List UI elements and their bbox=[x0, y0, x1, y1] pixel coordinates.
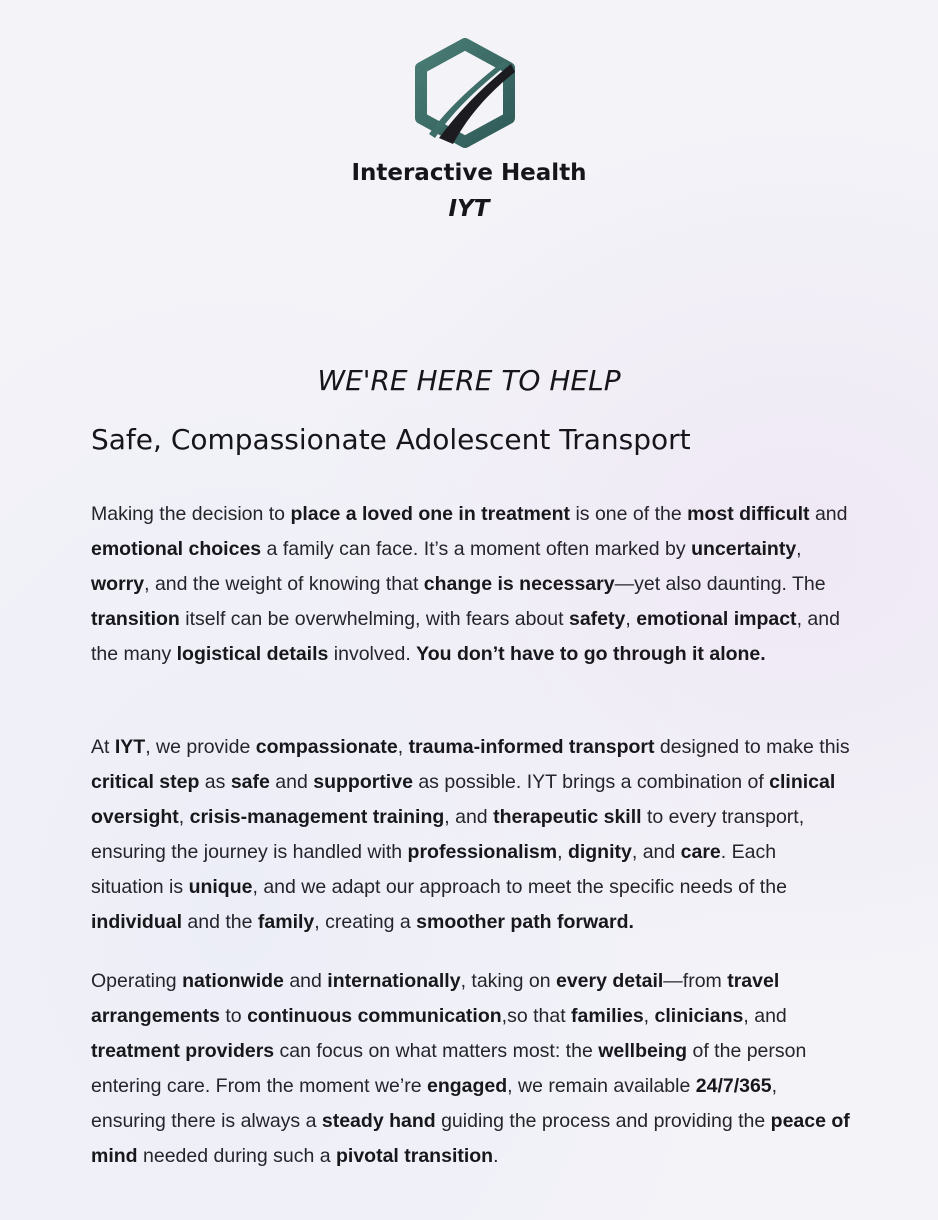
emphasis-text: family bbox=[257, 911, 315, 933]
intro-paragraph bbox=[91, 497, 851, 672]
body-text: , and the many bbox=[91, 608, 840, 665]
body-text: , and bbox=[743, 1005, 787, 1027]
body-text: to every transport, ensuring the journey is handled with bbox=[91, 806, 805, 863]
paragraph-text bbox=[91, 497, 851, 672]
body-text: . bbox=[493, 1145, 499, 1167]
body-text: , and the weight of knowing that bbox=[144, 573, 424, 595]
body-text: , bbox=[557, 841, 568, 863]
body-text: , bbox=[643, 1005, 655, 1027]
emphasis-text: IYT bbox=[114, 736, 146, 758]
body-text: , bbox=[625, 608, 637, 630]
emphasis-text: peace of mind bbox=[91, 1110, 850, 1167]
emphasis-text: emotional choices bbox=[91, 538, 262, 560]
brand-name: Interactive Health bbox=[351, 160, 587, 186]
body-text: , and bbox=[444, 806, 494, 828]
body-text: ,so that bbox=[501, 1005, 572, 1027]
body-text: Making the decision to bbox=[91, 503, 291, 525]
body-text: is one of the bbox=[570, 503, 688, 525]
emphasis-text: dignity bbox=[567, 841, 632, 863]
body-text: , taking on bbox=[460, 970, 556, 992]
emphasis-text: critical step bbox=[91, 771, 200, 793]
emphasis-text: treatment providers bbox=[91, 1040, 275, 1062]
iyt-logo-icon bbox=[413, 38, 517, 150]
body-text: involved. bbox=[328, 643, 417, 665]
body-text: , bbox=[397, 736, 409, 758]
body-text: . Each situation is bbox=[91, 841, 777, 898]
body-text: and the bbox=[182, 911, 258, 933]
page-title: Safe, Compassionate Adolescent Transport bbox=[91, 423, 691, 456]
body-text: , bbox=[796, 538, 802, 560]
emphasis-text: emotional impact bbox=[636, 608, 797, 630]
body-text: , and we adapt our approach to meet the specific needs of the bbox=[252, 876, 787, 898]
body-text: a family can face. It’s a moment often marked by bbox=[261, 538, 692, 560]
emphasis-text: families bbox=[571, 1005, 644, 1027]
emphasis-text: internationally bbox=[327, 970, 461, 992]
body-text: , we provide bbox=[145, 736, 256, 758]
emphasis-text: nationwide bbox=[182, 970, 284, 992]
body-text: needed during such a bbox=[137, 1145, 336, 1167]
body-text: itself can be overwhelming, with fears about bbox=[179, 608, 569, 630]
emphasis-text: steady hand bbox=[321, 1110, 436, 1132]
body-text: of the person entering care. From the moment we’re bbox=[91, 1040, 807, 1097]
emphasis-text: pivotal transition bbox=[336, 1145, 494, 1167]
brand-subtitle: IYT bbox=[448, 196, 490, 222]
body-text: and bbox=[269, 771, 314, 793]
page-kicker: WE'RE HERE TO HELP bbox=[317, 364, 621, 397]
emphasis-text: safety bbox=[568, 608, 626, 630]
body-text: —from bbox=[663, 970, 728, 992]
emphasis-text: professionalism bbox=[407, 841, 558, 863]
body-text: can focus on what matters most: the bbox=[274, 1040, 599, 1062]
body-text: , creating a bbox=[314, 911, 417, 933]
emphasis-text: supportive bbox=[313, 771, 413, 793]
emphasis-text: logistical details bbox=[176, 643, 329, 665]
emphasis-text: trauma-informed transport bbox=[408, 736, 655, 758]
body-text: designed to make this bbox=[654, 736, 850, 758]
emphasis-text: smoother path forward. bbox=[416, 911, 634, 933]
body-text: Operating bbox=[91, 970, 183, 992]
body-text: as bbox=[199, 771, 231, 793]
body-text: , and bbox=[631, 841, 681, 863]
emphasis-text: clinical oversight bbox=[91, 771, 836, 828]
emphasis-text: travel arrangements bbox=[91, 970, 780, 1027]
emphasis-text: uncertainty bbox=[691, 538, 797, 560]
body-text: , bbox=[178, 806, 190, 828]
emphasis-text: therapeutic skill bbox=[493, 806, 642, 828]
body-text: —yet also daunting. The bbox=[614, 573, 826, 595]
emphasis-text: compassionate bbox=[255, 736, 398, 758]
emphasis-text: transition bbox=[91, 608, 180, 630]
emphasis-text: 24/7/365 bbox=[695, 1075, 772, 1097]
emphasis-text: wellbeing bbox=[598, 1040, 688, 1062]
emphasis-text: engaged bbox=[426, 1075, 508, 1097]
coverage-paragraph bbox=[91, 964, 851, 1174]
emphasis-text: crisis-management training bbox=[189, 806, 445, 828]
body-text: as possible. IYT brings a combination of bbox=[412, 771, 770, 793]
emphasis-text: You don’t have to go through it alone. bbox=[416, 643, 766, 665]
body-text: to bbox=[219, 1005, 248, 1027]
emphasis-text: care bbox=[680, 841, 721, 863]
services-paragraph bbox=[91, 730, 851, 940]
body-text: , ensuring there is always a bbox=[91, 1075, 778, 1132]
emphasis-text: individual bbox=[91, 911, 183, 933]
emphasis-text: worry bbox=[91, 573, 145, 595]
body-text: At bbox=[91, 736, 115, 758]
emphasis-text: change is necessary bbox=[423, 573, 615, 595]
emphasis-text: continuous communication bbox=[247, 1005, 502, 1027]
paragraph-text bbox=[91, 964, 851, 1174]
body-text: and bbox=[809, 503, 848, 525]
emphasis-text: place a loved one in treatment bbox=[290, 503, 571, 525]
body-text: , we remain available bbox=[507, 1075, 696, 1097]
body-text: guiding the process and providing the bbox=[435, 1110, 771, 1132]
emphasis-text: safe bbox=[230, 771, 270, 793]
paragraph-text bbox=[91, 730, 851, 940]
emphasis-text: unique bbox=[188, 876, 253, 898]
body-text: and bbox=[283, 970, 328, 992]
emphasis-text: most difficult bbox=[687, 503, 810, 525]
emphasis-text: clinicians bbox=[654, 1005, 744, 1027]
emphasis-text: every detail bbox=[555, 970, 664, 992]
